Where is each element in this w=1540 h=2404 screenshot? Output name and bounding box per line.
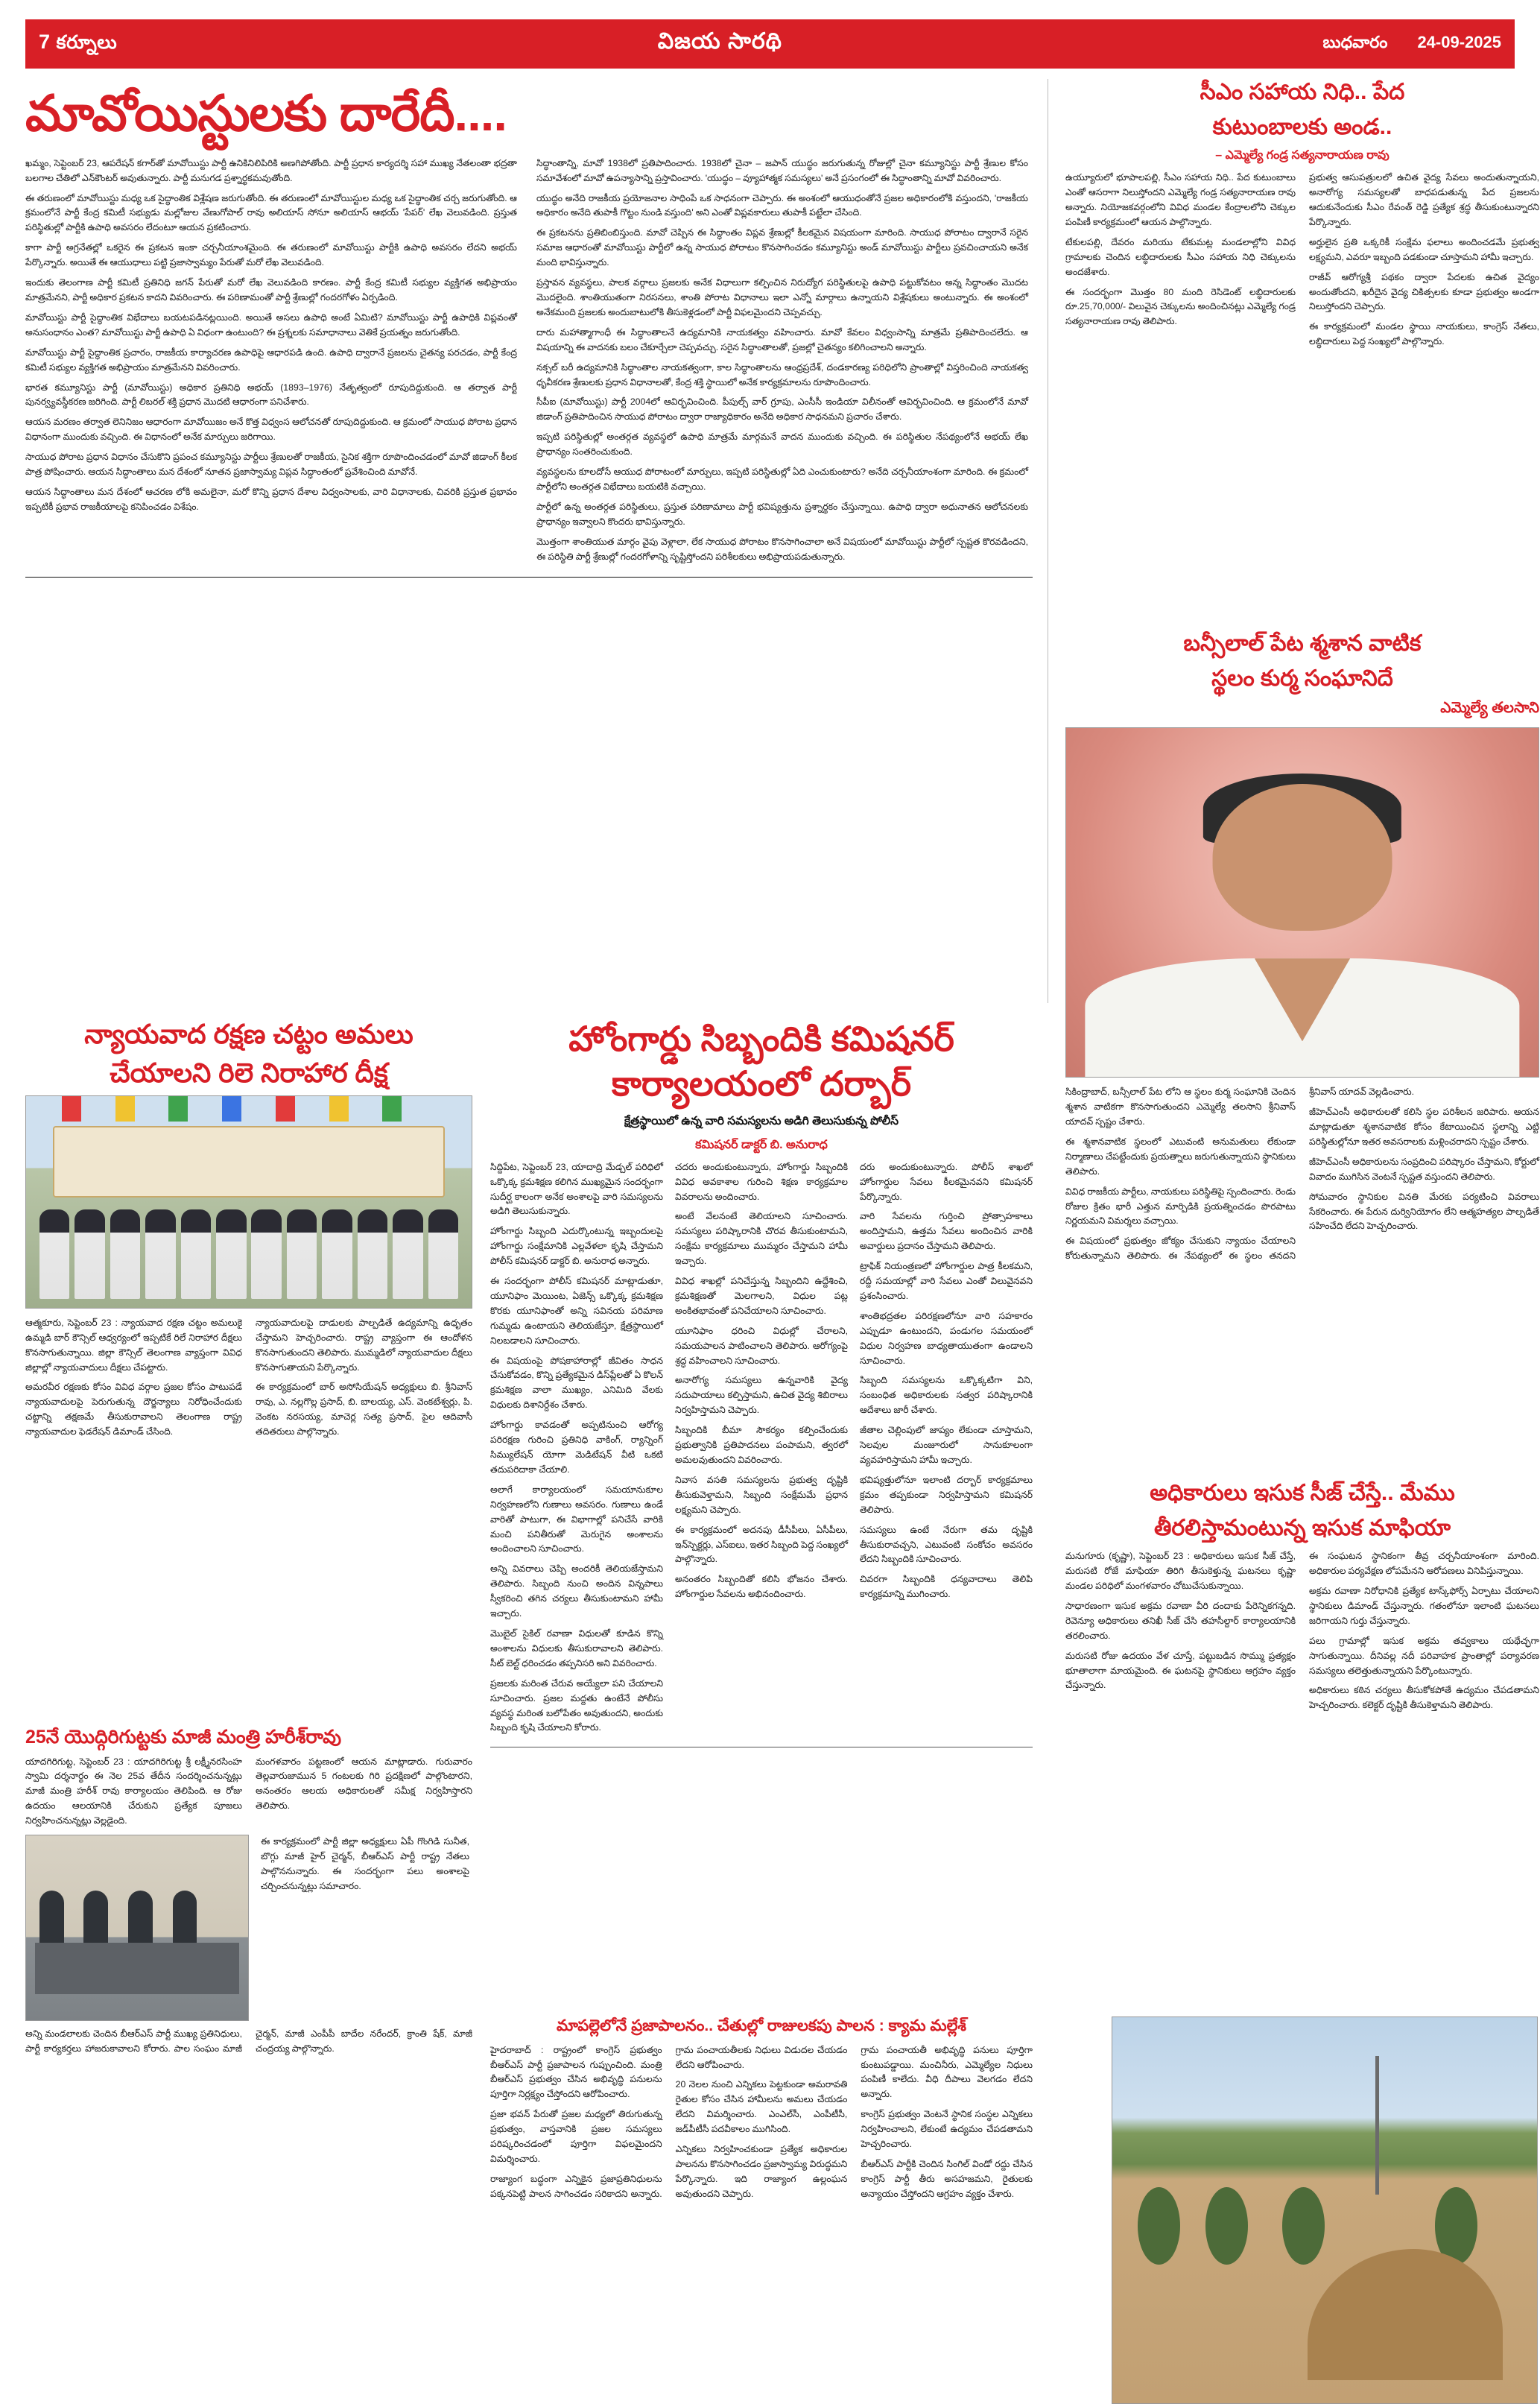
person-figure	[322, 1209, 352, 1299]
person-figure	[83, 1891, 108, 1946]
burial-paragraph: సికింద్రాబాద్, బన్సీలాల్ పేట లోని ఆ స్థలం కుర్మ సంఘానికి చెందిన శ్మశాన వాటికగా కొనసాగుతుందని ఎమ్మెల్యే తలసాని శ్రీనివాస్ యాదవ్ స్పష్టం చేశారు.	[1065, 1086, 1296, 1127]
lead-paragraph: ఆయన సిద్ధాంతాలు మన దేశంలో ఆచరణ లోకి అమలైనా, మరో కొన్ని ప్రధాన దేశాల విధ్వంసాలకు, వారి విధానాలకు, చివరికి ప్రస్తుత ప్రభావం ఇప్పటికీ ప్రభావ రాజకీయాలపై కనిపించడం విశేషం.	[25, 486, 517, 512]
cm-fund-body	[1065, 171, 1539, 349]
decor-flag	[276, 1096, 295, 1122]
sand-paragraph: సాధారణంగా ఇసుక అక్రమ రవాణా వీరి దందాకు పేరెన్నికగన్నది. రెవెన్యూ అధికారులు తనిఖీ సీజ్ చేసి తహసీల్దార్ కార్యాలయానికి తరలించారు.	[1065, 1600, 1296, 1641]
municipal-headline: మాపల్లెలోనే ప్రజాపాలనం.. చేతుల్లో రాజులకపు పాలన : క్యామ మల్లేశ్	[556, 2017, 967, 2034]
legal-paragraph: న్యాయవాదులపై దాడులకు పాల్పడితే ఉద్యమాన్ని ఉధృతం చేస్తామని హెచ్చరించారు. రాష్ట్ర వ్యాప్తంగా ఈ ఆందోళన కొనసాగుతుందని తెలిపారు. ముమ్మడిలో న్యాయవాదుల దీక్షలు కొనసాగుతాయని పేర్కొన్నారు.	[256, 1317, 472, 1373]
homeguard-paragraph: అనంతరం సిబ్బందితో కలిసి భోజనం చేశారు. హోంగార్డుల సేవలను అభినందించారు.	[675, 1574, 848, 1600]
decor-flag	[222, 1096, 241, 1122]
page-edition-label: కర్నూలు	[56, 31, 118, 53]
lead-paragraph: ఈ ప్రకటనను ప్రతిబింబిస్తుంది. మావో చెప్పిన ఈ సిద్ధాంతం విప్లవ శ్రేణుల్లో కీలకమైన విషయంగా మారింది. సాయుధ పోరాటం ద్వారానే సరైన సమాజ ఆధారంతో మావోయిస్టు పార్టీలో ఉన్న సాయుధ పోరాటం కొనసాగించడం కమ్యూనిస్టు అండ్ మావోయిస్టు పార్టీలు ప్రవచించాయని అనేక మంది భావిస్తున్నారు.	[536, 227, 1028, 268]
lead-paragraph: మావోయిస్టు పార్టీ సైద్ధాంతిక ప్రచారం, రాజకీయ కార్యాచరణ ఉపాధిపై ఆధారపడి ఉంది. ఉపాధి ద్వారానే ప్రజలను చైతన్య పరచడం, పార్టీ కేంద్ర కమిటీ సభ్యుల వ్యక్తిగత అభిప్రాయం మాత్రమేనని వివరించారు.	[25, 347, 517, 373]
burial-paragraph: జీహెచ్ఎంసీ అధికారులను సంప్రదించి పరిష్కారం చేస్తామని, కోర్టులో వివాదం ముగిసిన వెంటనే స్పష్టత వస్తుందని తెలిపారు.	[1309, 1156, 1539, 1182]
homeguard-paragraph: ఈ సందర్భంగా పోలీస్ కమిషనర్ మాట్లాడుతూ, యూనిఫాం మెయింట, ఏజెన్స్ ఒక్కొక్క క్రమశిక్షణ కొరకు యూనిఫాంతో అన్ని సవినయ పరిమాణ గుమ్మడు ఉంటాయని తెలియజేస్తూ, క్షేత్రస్థాయిలో నిలబడాలని సూచించారు.	[490, 1276, 663, 1346]
minister-body	[25, 1755, 472, 1829]
person-figure	[216, 1209, 246, 1299]
homeguard-headline-line1: హోంగార్డు సిబ్బందికి కమిషనర్	[568, 1019, 954, 1058]
person-figure	[251, 1209, 281, 1299]
homeguard-paragraph: భవిష్యత్తులోనూ ఇలాంటి దర్బార్ కార్యక్రమాలు క్రమం తప్పకుండా నిర్వహిస్తామని కమిషనర్ తెలిపారు.	[860, 1474, 1033, 1515]
story-sand	[1065, 1480, 1539, 1713]
lead-paragraph: కాగా పార్టీ అగ్రనేతల్లో ఒకరైన ఈ ప్రకటన ఇంకా చర్చనీయాంశమైంది. ఈ తరుణంలో మావోయిస్టు పార్టీకి ఉపాధి అవసరం లేదని అభయ్ పేర్కొన్నారు. అయితే ఈ ఆయుధాలు పట్టి ప్రజాస్వామ్యం పేరుతో మరో లేఖ వెలువడింది.	[25, 242, 517, 268]
lead-paragraph: యుద్ధం అనేది రాజకీయ ప్రయోజనాల సాధింపే ఒక సాధనంగా చెప్పారు. ఈ అంశంలో ఆయుధంతోనే ప్రజల అధికారంలోకి వస్తుందని, 'రాజకీయ అధికారం అనేది తుపాకీ గొట్టం నుండి వస్తుంది' అని ఎంతో విప్లవకారులు తుపాకీ పట్టేలా చేసింది.	[536, 192, 1028, 218]
homeguard-paragraph: నివాస వసతి సమస్యలను ప్రభుత్వ దృష్టికి తీసుకువెళ్తామని, సిబ్బంది సంక్షేమమే ప్రధాన లక్ష్యమని చెప్పారు.	[675, 1474, 848, 1515]
municipal-paragraph: రాజ్యాంగ బద్ధంగా ఎన్నికైన ప్రజాప్రతినిధులను పక్కనపెట్టి పాలన సాగించడం సరికాదని అన్నారు. గ్రామ పంచాయతీలకు నిధులు విడుదల చేయడం లేదని ఆరోపించారు.	[490, 2044, 848, 2199]
story-municipal	[490, 2016, 1033, 2205]
cm-fund-paragraph: టేకులపల్లి, దేవరం మరియు టేకుమట్ల మండలాల్లోని వివిధ గ్రామాలకు చెందిన లబ్ధిదారులకు సీఎం సహాయ నిధి చెక్కులను అందజేశారు.	[1065, 236, 1296, 277]
person-figure	[173, 1891, 197, 1946]
portrait-head	[1213, 784, 1392, 931]
sand-mound	[1308, 2249, 1503, 2380]
municipal-paragraph: 20 నెలల నుంచి ఎన్నికలు పెట్టకుండా అమరావతి రైతుల కోసం చేసిన హామీలను అమలు చేయడం లేదని విమర్శించారు. ఎంఎల్‌సీ, ఎంపీటీసీ, జడ్‌పీటీసీ పదవీకాలం ముగిసింది.	[675, 2079, 848, 2135]
lead-paragraph: ఈ తరుణంలో మావోయిస్టు మధ్య ఒక సైద్ధాంతిక విశ్లేషణ జరుగుతోంది. ఈ తరుణంలో మావోయిస్టుల మధ్య ఒక సైద్ధాంతిక చర్చ జరుగుతోంది. ఆ క్రమంలోనే పార్టీ కేంద్ర కమిటీ సభ్యుడు మల్లోజుల వేణుగోపాల్ రావు అలియాస్ సోనూ అలియాస్ ఆభయ్ 'పేపర్' లేఖ వెలువడింది. ప్రస్తుత పరిస్థితుల్లో పార్టీకి ఉపాధి అవసరం లేదంటూ ఆయన ప్రకటించారు.	[25, 192, 517, 233]
municipal-body	[490, 2043, 1033, 2206]
homeguard-paragraph: సిద్దిపేట, సెప్టెంబర్ 23, యాదాద్రి మేడ్చల్ పరిధిలో ఒక్కొక్క క్రమశిక్షణ కలిగిన ముఖ్యమైన సందర్భంగా సుదీర్ఘ కాలంగా అనేక అంశాలపై వారి సమస్యలను అడిగి తెలుసుకున్నారు.	[490, 1161, 663, 1217]
lead-story	[25, 79, 1033, 585]
person-figure	[110, 1209, 140, 1299]
homeguard-paragraph: జీతాల చెల్లింపులో జాప్యం లేకుండా చూస్తామని, సెలవుల మంజూరులో సానుకూలంగా వ్యవహరిస్తామని హామీ ఇచ్చారు.	[860, 1425, 1033, 1465]
lead-headline: మావోయిస్టులకు దారేదీ....	[25, 86, 507, 142]
story-homeguard	[490, 1018, 1033, 1753]
homeguard-headline-line2: కార్యాలయంలో దర్బార్	[611, 1064, 912, 1104]
sand-headline-line1: అధికారులు ఇసుక సీజ్ చేస్తే.. మేము	[1150, 1481, 1455, 1505]
burial-paragraph: సోమవారం స్థానికుల వినతి మేరకు పర్యటించి వివరాలు సేకరించారు. ఈ పేరున దుర్వినియోగం లేని ఆత్మహత్యల పాల్పడితే సహించేది లేదని హెచ్చరించారు.	[1309, 1191, 1539, 1232]
person-figure	[358, 1209, 387, 1299]
section-rule	[25, 577, 1033, 578]
publication-day: బుధవారం	[1322, 32, 1388, 51]
legal-headline-line2: చేయాలని రిలె నిరాహార దీక్ష	[110, 1057, 388, 1088]
lead-paragraph: ఆయన మరణం తర్వాత లెనినిజం ఆధారంగా మావోయిజం అనే కొత్త విధ్వంస ఆలోచనతో రూపుదిద్దుకుంది. ఆ క్రమంలో సాయుధ పోరాట ప్రధాన విధానంగా ముందుకు వచ్చింది. ఈ విధానంలో అనేక మార్పులు జరిగాయి.	[25, 417, 517, 443]
group-photo-lawyers	[25, 1095, 472, 1309]
homeguard-paragraph: ఈ కార్యక్రమంలో అదనపు డీసీపీలు, ఏసీపీలు, ఇన్‌స్పెక్టర్లు, ఎస్‌ఐలు, ఇతర సిబ్బంది పెద్ద సంఖ్యలో పాల్గొన్నారు.	[675, 1524, 848, 1565]
person-figure	[428, 1209, 458, 1299]
municipal-paragraph: కాంగ్రెస్ ప్రభుత్వం వెంటనే స్థానిక సంస్థల ఎన్నికలు నిర్వహించాలని, లేకుంటే ఉద్యమం చేపడతామని హెచ్చరించారు.	[861, 2109, 1033, 2150]
legal-paragraph: ఆత్మకూరు, సెప్టెంబర్ 23 : న్యాయవాద రక్షణ చట్టం అమలుకై ఉమ్మడి బార్ కౌన్సిల్ ఆధ్వర్యంలో ఇప్పటికే రిలే నిరాహార దీక్షలు కొనసాగుతున్నాయి. జిల్లా కౌన్సిల్ తెలంగాణ వ్యాప్తంగా వివిధ జిల్లాల్లో న్యాయవాదులు దీక్షలు చేపట్టారు.	[25, 1317, 242, 1373]
minister-headline: 25నే యొద్గిరిగుట్టకు మాజీ మంత్రి హరీశ్‌రావు	[25, 1727, 342, 1747]
lead-paragraph: నక్సల్ బరీ ఉద్యమానికి సిద్ధాంతాల నాయకత్వంగా, కాల సిద్ధాంతాలను ఆంధ్రప్రదేశ్, దండకారణ్య పరిధిలోని ప్రాంతాల్లో విస్తరించింది నాయకత్వ ధృవీకరణ శ్రేణులకు ప్రధాన విధానాలతో, కేంద్ర శక్తి స్థాయిలో అనేక కార్యక్రమాలను రూపొందించారు.	[536, 361, 1028, 388]
burial-paragraph: వివిధ రాజకీయ పార్టీలు, నాయకులు పరిస్థితిపై స్పందించారు. రెండు రోజుల క్రితం భారీ ఎత్తున మార్పిడికి ప్రయత్నించడం పొరపాటు నిర్ణయమని విమర్శలు వచ్చాయి.	[1065, 1186, 1296, 1227]
portrait-shirt	[1085, 958, 1519, 1077]
person-figure	[128, 1891, 153, 1946]
portrait-photo-mla	[1065, 727, 1539, 1078]
burial-byline: ఎమ్మెల్యే తలసాని	[1440, 700, 1539, 717]
lead-paragraph: సాయుధ పోరాట ప్రధాన విధానం చేసుకొని ప్రపంచ కమ్యూనిస్టు పార్టీలు శ్రేణులతో రాజకీయ, సైనిక శక్తిగా రూపొందించడంలో మావో జిడాంగ్ కీలక పాత్ర పోషించారు. ఆయన సిద్ధాంతాలు మన దేశంలో నూతన ప్రజాస్వామ్య విప్లవ సిద్ధాంతంలో ప్రవేశించింది మావోనే.	[25, 452, 517, 478]
tree-shape	[1205, 2187, 1248, 2265]
cm-fund-paragraph: ఈ కార్యక్రమంలో మండల స్థాయి నాయకులు, కాంగ్రెస్ నేతలు, లబ్ధిదారులు పెద్ద సంఖ్యలో పాల్గొన్నారు.	[1309, 321, 1539, 347]
decor-flag	[382, 1096, 402, 1122]
municipal-paragraph: గ్రామ పంచాయతీ అభివృద్ధి పనులు పూర్తిగా కుంటుపడ్డాయి. మంచినీరు, ఎమ్మెల్యేల నిధులు పంపిణీ కాలేదు. వీధి దీపాలు వెలగడం లేదని అన్నారు.	[861, 2044, 1033, 2100]
burial-headline-line2: స్థలం కుర్మ సంఘానిదే	[1211, 665, 1393, 691]
homeguard-paragraph: యూనిఫాం ధరించి విధుల్లో చేరాలని, సమయపాలన పాటించాలని తెలిపారు. ఆరోగ్యంపై శ్రద్ధ వహించాలని సూచించారు.	[675, 1325, 848, 1366]
homeguard-paragraph: సిబ్బందికి బీమా సౌకర్యం కల్పించేందుకు ప్రభుత్వానికి ప్రతిపాదనలు పంపామని, త్వరలో అమలవుతుందని వివరించారు.	[675, 1425, 848, 1465]
lead-paragraph: మొత్తంగా శాంతియుత మార్గం వైపు వెళ్లాలా, లేక సాయుధ పోరాటం కొనసాగించాలా అనే విషయంలో మావోయిస్టు పార్టీలో స్పష్టత కొరవడిందని, ఈ పరిస్థితి పార్టీ శ్రేణుల్లో గందరగోళాన్ని సృష్టిస్తోందని పరిశీలకులు అభిప్రాయపడుతున్నారు.	[536, 536, 1028, 562]
municipal-paragraph: ఎన్నికలు నిర్వహించకుండా ప్రత్యేక అధికారుల పాలనను కొనసాగించడం ప్రజాస్వామ్య విరుద్ధమని పేర్కొన్నారు. ఇది రాజ్యాంగ ఉల్లంఘన అవుతుందని చెప్పారు.	[675, 2144, 848, 2199]
story-minister	[25, 1726, 472, 2059]
sand-headline-line2: తీరలిస్తామంటున్న ఇసుక మాఫియా	[1153, 1515, 1451, 1540]
protest-banner	[53, 1126, 445, 1198]
burial-headline-line1: బన్సీలాల్ పేట శ్మశాన వాటిక	[1183, 631, 1422, 656]
sand-paragraph: మనుగూరు (కృష్ణా), సెప్టెంబర్ 23 : అధికారులు ఇసుక సీజ్ చేస్తే, మరుసటి రోజే మాఫియా తిరిగి తీసుకెళ్తున్న ఘటనలు కృష్ణా మండల పరిధిలో మంగళవారం చోటుచేసుకున్నాయి.	[1065, 1551, 1296, 1591]
minister-paragraph: అన్ని మండలాలకు చెందిన బీఆర్ఎస్ పార్టీ ముఖ్య ప్రతినిధులు, పార్టీ కార్యకర్తలు హాజరుకావాలని కోరారు. పాల సంఘం మాజీ చైర్మన్, మాజీ ఎంపీపీ బాదేల నరేందర్, క్రాంతి షేక్, మాజీ చంద్రయ్య పాల్గొన్నారు.	[25, 2028, 472, 2054]
minister-body-tail	[25, 2027, 472, 2059]
sand-photo-wrap	[1112, 2016, 1538, 2404]
cm-fund-headline-line1: సీఎం సహాయ నిధి.. పేద	[1200, 80, 1405, 104]
decor-flag	[168, 1096, 188, 1122]
homeguard-paragraph: ప్రజలకు మరింత చేరువ అయ్యేలా పని చేయాలని సూచించారు. ప్రజల మద్దతు ఉంటేనే పోలీసు వ్యవస్థ మరింత బలోపేతం అవుతుందని, అందుకు సిబ్బంది కృషి చేయాలని కోరారు.	[490, 1677, 663, 1733]
indoor-meeting-photo	[25, 1835, 249, 2021]
homeguard-paragraph: సిబ్బంది సమస్యలను ఒక్కొక్కటిగా విని, సంబంధిత అధికారులకు సత్వర పరిష్కారానికి ఆదేశాలు జారీ చేశారు.	[860, 1375, 1033, 1416]
cm-fund-subhead: – ఎమ్మెల్యే గండ్ర సత్యనారాయణ రావు	[1215, 149, 1390, 162]
legal-body	[25, 1316, 472, 1445]
homeguard-paragraph: హోంగార్డు కావడంతో అప్పటినుంచి ఆరోగ్య పరిరక్షణ గురించి ప్రతినిధి వాకింగ్, ర్యాన్నింగ్ సిమ్యులేషన్ యోగా మెడిటేషన్ వీటి ఒకటి తదుపరిదాకా చేయాలి.	[490, 1420, 663, 1475]
homeguard-subhead: క్షేత్రస్థాయిలో ఉన్న వారి సమస్యలను అడిగి తెలుసుకున్న పోలీస్	[624, 1115, 899, 1128]
sand-paragraph: అధికారులు కఠిన చర్యలు తీసుకోకపోతే ఉద్యమం చేపడతామని హెచ్చరించారు. కలెక్టర్ దృష్టికి తీసుకెళ్తామని తెలిపారు.	[1309, 1685, 1539, 1711]
person-figure	[287, 1209, 317, 1299]
sand-paragraph: పలు గ్రామాల్లో ఇసుక అక్రమ తవ్వకాలు యథేచ్ఛగా సాగుతున్నాయి. దీనివల్ల నదీ పరివాహక ప్రాంతాల్లో పర్యావరణ సమస్యలు తలెత్తుతున్నాయని పేర్కొంటున్నారు.	[1309, 1635, 1539, 1676]
sand-paragraph: అక్రమ రవాణా నిరోధానికి ప్రత్యేక టాస్క్‌ఫోర్స్ ఏర్పాటు చేయాలని స్థానికులు డిమాండ్ చేస్తున్నారు. గతంలోనూ ఇలాంటి ఘటనలు జరిగాయని గుర్తు చేస్తున్నారు.	[1309, 1586, 1539, 1626]
page-body	[25, 79, 1539, 2352]
homeguard-paragraph: చదరు అందుకుంటున్నారు, హోంగార్డు సిబ్బందికి వివిధ అవకాశాల గురించి శిక్షణ కార్యక్రమాల వివరాలను అందించారు.	[675, 1161, 848, 1202]
paper-name: విజయ సారథి	[657, 28, 782, 54]
homeguard-column-2	[675, 1160, 848, 1742]
masthead-right	[1323, 33, 1501, 56]
lead-paragraph: ఇందుకు తెలంగాణ పార్టీ కమిటీ ప్రతినిధి జగన్ పేరుతో మరో లేఖ వెలువడింది కారణం. పార్టీ కేంద్ర కమిటీ సభ్యుల వ్యక్తిగత అభిప్రాయం మాత్రమేనని, పార్టీ అధికార ప్రకటన కాదని వివరించారు. ఈ పరిణామంతో పార్టీ శ్రేణుల్లో గందరగోళం ఏర్పడింది.	[25, 277, 517, 303]
legal-headline-line1: న్యాయవాద రక్షణ చట్టం అమలు	[84, 1019, 413, 1049]
page-number: 7	[39, 30, 51, 53]
homeguard-paragraph: వివిధ శాఖల్లో పనిచేస్తున్న సిబ్బందిని ఉద్దేశించి, క్రమశిక్షణతో మెలగాలని, విధుల పట్ల అంకితభావంతో పనిచేయాలని సూచించారు.	[675, 1276, 848, 1316]
masthead-left	[39, 31, 117, 58]
legal-paragraph: అమరవీర రక్షణకు కోసం వివిధ వర్గాల ప్రజల కోసం పాటుపడే న్యాయవాదులపై పెరుగుతున్న దౌర్జన్యాలు నిరోధించేందుకు చట్టాన్ని తక్షణమే తీసుకురావాలని తెలంగాణ రాష్ట్ర న్యాయవాదుల ఫెడరేషన్ డిమాండ్ చేసింది.	[25, 1382, 242, 1437]
homeguard-paragraph: ఈ విషయంపై పోషకాహారాల్లో జీవితం సాధన చేసుకోవడం, కొన్ని ప్రత్యేకమైన డిస్‌ప్లేలతో ఏ కొలన్ క్రమశిక్షణ వాలా ముఖ్యం, ఎనిమిది వేలకు విధులకు దిశానిర్దేశం చేశారు.	[490, 1355, 663, 1411]
homeguard-paragraph: అలాగే కార్యాలయంలో సమయానుకూల నిర్వహణలోని గుణాలు అవసరం. గుణాలు ఉండే వారితో పాటుగా, ఈ విభాగాల్లో పనిచేసే వారికి మంచి పనితీరుతో మెరుగైన అంశాలను అందించాలని సూచించారు.	[490, 1484, 663, 1554]
tree-shape	[1138, 2187, 1180, 2265]
homeguard-paragraph: అంటే వేలనంటే తెలియాలని సూచించారు. సమస్యలు పరిష్కారానికి చొరవ తీసుకుంటామని, సంక్షేమ కార్యక్రమాలు ముమ్మరం చేస్తామని హామీ ఇచ్చారు.	[675, 1211, 848, 1267]
municipal-paragraph: హైదరాబాద్ : రాష్ట్రంలో కాంగ్రెస్ ప్రభుత్వం బీఆర్ఎస్ పార్టీ ప్రజాపాలన గుప్పుంచింది. మంత్రి బీఆర్ఎస్ ప్రభుత్వం చేసిన అభివృద్ధి పనులను పూర్తిగా నిర్లక్ష్యం చేస్తోందని ఆరోపించారు.	[490, 2044, 662, 2100]
person-figure	[181, 1209, 211, 1299]
person-figure	[75, 1209, 104, 1299]
lead-paragraph: మావోయిస్టు పార్టీ సైద్ధాంతిక విభేదాలు బయటపడినట్లయింది. అయితే అసలు ఉపాధి అంటే ఏమిటి? మావోయిస్టు పార్టీ ఉపాధికి విప్లవంతో అనుసంధానం ఎంత? మావోయిస్టు పార్టీ ఉపాధి ఏ విధంగా ఉంటుంది? ఈ ప్రశ్నలకు సమాధానాలు వెతికే ప్రయత్నం జరుగుతోంది.	[25, 311, 517, 338]
lead-paragraph: ఇప్పటి పరిస్థితుల్లో అంతర్గత వ్యవస్థలో ఉపాధి మాత్రమే మార్గమనే వాదన ముందుకు వచ్చింది. ఈ పరిస్థితుల నేపథ్యంలోనే అభయ్ లేఖ ప్రాధాన్యం సంతరించుకుంది.	[536, 431, 1028, 458]
legal-paragraph: ఈ కార్యక్రమంలో బార్ అసోసియేషన్ అధ్యక్షులు బి. శ్రీనివాస్ రావు, ఎ. నల్లగొల్ల ప్రసాద్, బి. బాలయ్య, ఎస్. వెంకటేశ్వర్లు, పి. వెంకట నరసయ్య, మాచెర్ల సత్య ప్రసాద్, పైల ఆదివాసీ తదితరులు పాల్గొన్నారు.	[256, 1382, 472, 1437]
homeguard-paragraph: ట్రాఫిక్ నియంత్రణలో హోంగార్డుల పాత్ర కీలకమని, రద్దీ సమయాల్లో వారి సేవలు ఎంతో విలువైనవని ప్రశంసించారు.	[860, 1261, 1033, 1301]
homeguard-subhead-red: కమిషనర్ డాక్టర్ బి. అనురాధ	[695, 1138, 828, 1151]
homeguard-paragraph: దరు అందుకుంటున్నారు. పోలీస్ శాఖలో హోంగార్డుల సేవలు కీలకమైనవని కమిషనర్ పేర్కొన్నారు.	[860, 1161, 1033, 1202]
publication-date: 24-09-2025	[1417, 32, 1501, 51]
homeguard-paragraph: చివరగా సిబ్బందికి ధన్యవాదాలు తెలిపి కార్యక్రమాన్ని ముగించారు.	[860, 1574, 1033, 1600]
lead-paragraph: వ్యవస్థలను కూలదోసే ఆయుధ పోరాటంలో మార్పులు, ఇప్పటి పరిస్థితుల్లో ఏది ఎంచుకుంటారు? అనేది చర్చనీయాంశంగా మారింది. ఈ క్రమంలో పార్టీలోని అంతర్గత విభేదాలు బయటికి వచ్చాయి.	[536, 466, 1028, 492]
cm-fund-paragraph: ఈ సందర్భంగా మొత్తం 80 మంది రెసిడెంట్ లబ్ధిదారులకు రూ.25,70,000/- విలువైన చెక్కులను అందించినట్లు ఎమ్మెల్యే గండ్ర సత్యనారాయణ రావు తెలిపారు.	[1065, 286, 1296, 327]
cm-fund-paragraph: అర్హులైన ప్రతి ఒక్కరికీ సంక్షేమ ఫలాలు అందించడమే ప్రభుత్వ లక్ష్యమని, ఎవరూ ఇబ్బంది పడకుండా చూస్తామని హామీ ఇచ్చారు.	[1309, 236, 1539, 262]
lead-column-2	[536, 156, 1028, 570]
story-cm-fund	[1065, 79, 1539, 349]
lead-paragraph: పార్టీలో ఉన్న అంతర్గత పరిస్థితులు, ప్రస్తుత పరిణామాలు పార్టీ భవిష్యత్తును ప్రశ్నార్థకం చేస్తున్నాయి. ఉపాధి ద్వారా అధునాతన ఆలోచనలకు ప్రాధాన్యం ఇవ్వాలని కొందరు భావిస్తున్నారు.	[536, 501, 1028, 527]
municipal-paragraph: ప్రజా భవన్ పేరుతో ప్రజల మధ్యలో తిరుగుతున్న ప్రభుత్వం, వాస్తవానికి ప్రజల సమస్యలు పరిష్కరించడంలో పూర్తిగా విఫలమైందని విమర్శించారు.	[490, 2109, 662, 2164]
homeguard-paragraph: మొబైల్ సైకిల్ రవాణా విధులతో కూడిన కొన్ని అంశాలను విధులకు తీసుకురావాలని తెలిపారు. సీట్ బెల్ట్ ధరించడం తప్పనిసరి అని వివరించారు.	[490, 1628, 663, 1668]
sand-paragraph: మరుసటి రోజు ఉదయం వేళ చూస్తే, పట్టుబడిన సొమ్ము ప్రత్యక్షం భూతాలాగా మాయమైంది. ఈ ఘటనపై స్థానికులు ఆగ్రహం వ్యక్తం చేస్తున్నారు.	[1065, 1650, 1296, 1691]
person-figure	[145, 1209, 175, 1299]
story-burial	[1065, 630, 1539, 1264]
decor-flag	[62, 1096, 81, 1122]
sand-body	[1065, 1549, 1539, 1713]
minister-paragraph: మంగళవారం పట్టణంలో ఆయన మాట్లాడారు. గురువారం తెల్లవారుజామున 5 గంటలకు గిరి ప్రదక్షిణలో పాల్గొంటారని, అనంతరం ఆలయ అధికారులతో సమీక్ష నిర్వహిస్తారని తెలిపారు.	[256, 1756, 472, 1812]
story-legal	[25, 1018, 472, 1445]
burial-body	[1065, 1085, 1539, 1264]
lead-paragraph: భారత కమ్యూనిస్టు పార్టీ (మావోయిస్టు) అధికార ప్రతినిధి అభయ్ (1893–1976) నేతృత్వంలో రూపుదిద్దుకుంది. ఆ తర్వాత పార్టీ పునర్వ్యవస్థీకరణ జరిగింది. పార్టీ లిబరల్ శక్తి ప్రధాన మొదటి ఆధారంగా పనిచేశారు.	[25, 382, 517, 408]
sand-field-photo	[1112, 2016, 1538, 2404]
homeguard-paragraph: సమస్యలు ఉంటే నేరుగా తమ దృష్టికి తీసుకురావచ్చని, ఎటువంటి సంకోచం అవసరం లేదని సిబ్బందికి సూచించారు.	[860, 1524, 1033, 1565]
burial-paragraph: ఈ విషయంలో ప్రభుత్వం జోక్యం చేసుకుని న్యాయం చేయాలని కోరుతున్నామని తెలిపారు. ఈ నేపథ్యంలో ఈ స్థలం తనదని శ్రీనివాస్ యాదవ్ వెల్లడించారు.	[1065, 1086, 1415, 1262]
lead-paragraph: ప్రస్తావన వ్యవస్థలు, పాలక వర్గాలు ప్రజలకు అనేక విధాలుగా కల్పించిన నిరుద్యోగ పరిస్థితులపై ఉపాధి పట్టుకోవటం అన్న సిద్ధాంతం మొదట మొదలైంది. శాంతియుతంగా నిరసనలు, శాంతి పోరాట విధానాలు ఇలా ఎన్నో మార్గాలు ఉన్నాయని విశ్లేషకులు అంటున్నారు. ఈ అంశంలో అనేకమంది ప్రజలకు అందుబాటులోకి తీసుకెళ్లడంలో పార్టీ విఫలమైందని చెప్పవచ్చు.	[536, 277, 1028, 317]
municipal-paragraph: బీఆర్ఎస్ పార్టీకి చెందిన సింగిల్ విండో రద్దు చేసిన కాంగ్రెస్ పార్టీ తీరు అసహజమని, రైతులకు అన్యాయం చేస్తోందని ఆగ్రహం వ్యక్తం చేశారు.	[861, 2158, 1033, 2199]
lead-paragraph: దారు మహాత్మాగాంధీ ఈ సిద్ధాంతాలనే ఉద్యమానికి నాయకత్వం వహించారు. మావో కేవలం విధ్వంసాన్ని మాత్రమే ప్రతిపాదించలేదు. ఆ విషయాన్ని ఈ వాదనకు బలం చేకూర్చేలా చెప్పవచ్చు. సరైన సిద్ధాంతాలతో, ప్రజల్లో చైతన్యం కలిగించాలని అన్నారు.	[536, 326, 1028, 352]
lead-paragraph: ఖమ్మం, సెప్టెంబర్ 23, ఆపరేషన్ కగార్‌తో మావోయిస్టు పార్టీ ఉనికినిలిపిరికి అణగిపోతోంది. పార్టీ ప్రధాన కార్యదర్శి సహా ముఖ్య నేతలంతా భద్రతా బలగాల చేతిలో ఎన్‌కౌంటర్ అవుతున్నారు. పార్టీ మనుగడ ప్రశ్నార్థకమవుతోంది.	[25, 157, 517, 183]
lead-paragraph: సీపీఐ (మావోయిస్టు) పార్టీ 2004లో ఆవిర్భవించింది. పీపుల్స్ వార్ గ్రూపు, ఎంసీసీ ఇండియా విలీనంతో ఆవిర్భవించింది. ఆ క్రమంలోనే మావో జిడాంగ్ ప్రతిపాదించిన సాయుధ పోరాటం ద్వారా రాజ్యాధికారం అనేది అధికార సాధనమని ప్రచారం చేశారు.	[536, 396, 1028, 423]
person-figure	[39, 1891, 64, 1946]
minister-paragraph: ఈ కార్యక్రమంలో పార్టీ జిల్లా అధ్యక్షులు ఏపీ గొంగిడి సునీత, బొగ్గు మాజీ హైర్ చైర్మన్, బీఆర్ఎస్ పార్టీ రాష్ట్ర నేతలు పాల్గొననున్నారు. ఈ సందర్భంగా పలు అంశాలపై చర్చించనున్నట్లు సమాచారం.	[261, 1836, 469, 1891]
minister-paragraph: యాదగిరిగుట్ట, సెప్టెంబర్ 23 : యాదగిరిగుట్ట శ్రీ లక్ష్మీనరసింహ స్వామి దర్శనార్థం ఈ నెల 25వ తేదీన సందర్శించనున్నట్లు మాజీ మంత్రి హరీశ్ రావు కార్యాలయం తెలిపింది. ఆ రోజు ఉదయం ఆలయానికి చేరుకుని ప్రత్యేక పూజలు నిర్వహించనున్నట్లు వెల్లడైంది.	[25, 1756, 242, 1826]
lead-paragraph: సిద్ధాంతాన్ని, మావో 1938లో ప్రతిపాదించారు. 1938లో చైనా – జపాన్ యుద్ధం జరుగుతున్న రోజుల్లో చైనా కమ్యూనిస్టు పార్టీ శ్రేణుల కోసం సమావేశంలో మావో ఉపన్యాసాన్ని ప్రస్తావించారు. 'యుద్ధం – వ్యూహాత్మక సమస్యలు' అనే ప్రసంగంలో ఈ సిద్ధాంతాన్ని మావో వివరించారు.	[536, 157, 1028, 183]
cm-fund-paragraph: ఉయ్యూరులో భూపాలపల్లి, సీఎం సహాయ నిధి.. పేద కుటుంబాలు ఎంతో ఆసరాగా నిలుస్తోందని ఎమ్మెల్యే గండ్ర సత్యనారాయణ రావు అన్నారు. నియోజకవర్గంలోని వివిధ మండల కేంద్రాలలోని చెక్కుల పంపిణీ కార్యక్రమంలో ఆయన పాల్గొన్నారు.	[1065, 172, 1296, 227]
cm-fund-headline-line2: కుటుంబాలకు అండ..	[1212, 114, 1392, 139]
lead-column-1	[25, 156, 517, 570]
minister-body-continued	[261, 1835, 469, 2021]
decor-flag	[115, 1096, 135, 1122]
homeguard-paragraph: అనారోగ్య సమస్యలు ఉన్నవారికి వైద్య సదుపాయాలు కల్పిస్తామని, ఉచిత వైద్య శిబిరాలు నిర్వహిస్తామని చెప్పారు.	[675, 1375, 848, 1416]
homeguard-paragraph: హోంగార్డు సిబ్బంది ఎదుర్కొంటున్న ఇబ్బందులపై హోంగార్డు సంక్షేమానికి ఎల్లవేళలా కృషి చేస్తామని పోలీస్ కమిషనర్ డాక్టర్ బి. అనురాధ అన్నారు.	[490, 1226, 663, 1267]
decor-flag	[329, 1096, 349, 1122]
sand-paragraph: ఈ సంఘటన స్థానికంగా తీవ్ర చర్చనీయాంశంగా మారింది. అధికారుల పర్యవేక్షణ లోపమేనని ఆరోపణలు వినిపిస్తున్నాయి.	[1309, 1551, 1539, 1577]
table-shape	[35, 1943, 239, 1994]
people-row	[39, 1202, 458, 1300]
cm-fund-paragraph: రాజీవ్ ఆరోగ్యశ్రీ పథకం ద్వారా పేదలకు ఉచిత వైద్యం అందుతోందని, ఖరీదైన వైద్య చికిత్సలకు కూడా ప్రభుత్వం అండగా నిలుస్తోందని చెప్పారు.	[1309, 271, 1539, 312]
homeguard-paragraph: శాంతిభద్రతల పరిరక్షణలోనూ వారి సహకారం ఎప్పుడూ ఉంటుందని, పండుగల సమయంలో విధుల నిర్వహణ బాధ్యతాయుతంగా ఉండాలని సూచించారు.	[860, 1310, 1033, 1366]
person-figure	[39, 1209, 69, 1299]
masthead	[25, 19, 1515, 69]
homeguard-paragraph: వారి సేవలను గుర్తించి ప్రోత్సాహకాలు అందిస్తామని, ఉత్తమ సేవలు అందించిన వారికి అవార్డులు ప్రదానం చేస్తామని తెలిపారు.	[860, 1211, 1033, 1252]
homeguard-column-1	[490, 1160, 663, 1742]
utility-pole	[1375, 2056, 1379, 2195]
burial-paragraph: జీహెచ్ఎంసీ అధికారులతో కలిసి స్థల పరిశీలన జరిపారు. ఆయన మాట్లాడుతూ శ్మశానవాటిక కోసం కేటాయించిన స్థలాన్ని ఎట్టి పరిస్థితుల్లోనూ ఇతర అవసరాలకు మళ్లించరాదని స్పష్టం చేశారు.	[1309, 1107, 1539, 1147]
tree-shape	[1282, 2187, 1325, 2265]
homeguard-column-3	[860, 1160, 1033, 1742]
burial-paragraph: ఈ శ్మశానవాటిక స్థలంలో ఎటువంటి అనుమతులు లేకుండా నిర్మాణాలు చేపట్టేందుకు ప్రయత్నాలు జరుగుతున్నాయని స్థానికులు తెలిపారు.	[1065, 1136, 1296, 1177]
person-figure	[393, 1209, 422, 1299]
homeguard-paragraph: అన్ని వివరాలు చెప్పి అందరికీ తెలియజేస్తామని తెలిపారు. సిబ్బంది నుంచి అందిన విన్నపాలు స్వీకరించి తగిన చర్యలు తీసుకుంటామని హామీ ఇచ్చారు.	[490, 1563, 663, 1619]
cm-fund-paragraph: ప్రభుత్వ ఆసుపత్రులలో ఉచిత వైద్య సేవలు అందుతున్నాయని, అనారోగ్య సమస్యలతో బాధపడుతున్న పేద ప్రజలను ఆదుకునేందుకు సీఎం రేవంత్ రెడ్డి ప్రత్యేక శ్రద్ధ తీసుకుంటున్నారని పేర్కొన్నారు.	[1309, 172, 1539, 227]
